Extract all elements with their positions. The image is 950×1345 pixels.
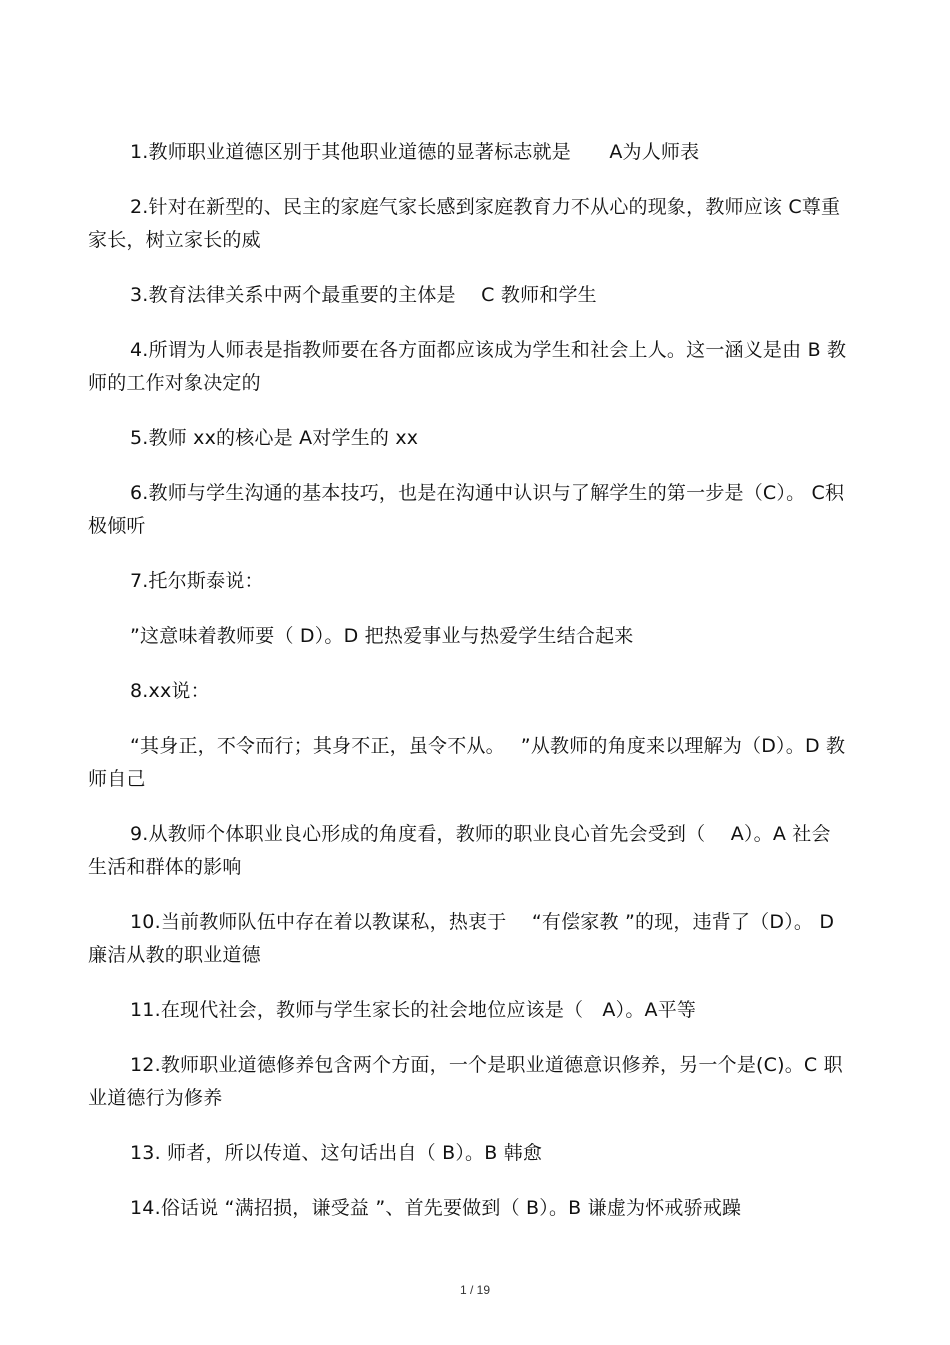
paragraph-13: 11.在现代社会，教师与学生家长的社会地位应该是（ A）。A平等 — [130, 999, 697, 1021]
paragraph-10: “其身正，不令而行；其身不正，虽令不从。 ”从教师的角度来以理解为（D）。D 教师自己 — [88, 735, 846, 790]
document-body — [88, 136, 848, 1247]
paragraph-2: 2.针对在新型的、民主的家庭气家长感到家庭教育力不从心的现象，教师应该 C尊重家长，树立家长的威 — [88, 196, 841, 251]
paragraph-7: 7.托尔斯泰说： — [130, 570, 264, 592]
paragraph-11: 9.从教师个体职业良心形成的角度看，教师的职业良心首先会受到（ A）。A 社会生活和群体的影响 — [88, 823, 831, 878]
paragraph-5: 5.教师 xx的核心是 A对学生的 xx — [130, 427, 419, 449]
paragraph-16: 14.俗话说 “满招损，谦受益 ”、首先要做到（ B）。B 谦虚为怀戒骄戒躁 — [130, 1197, 742, 1219]
paragraph-15: 13. 师者，所以传道、这句话出自（ B）。B 韩愈 — [130, 1142, 543, 1164]
paragraph-1: 1.教师职业道德区别于其他职业道德的显著标志就是 A为人师表 — [130, 141, 700, 163]
paragraph-3: 3.教育法律关系中两个最重要的主体是 C 教师和学生 — [130, 284, 597, 306]
paragraph-4: 4.所谓为人师表是指教师要在各方面都应该成为学生和社会上人。这一涵义是由 B 教师的工作对象决定的 — [88, 339, 847, 394]
paragraph-8: ”这意味着教师要（ D）。D 把热爱事业与热爱学生结合起来 — [130, 625, 634, 647]
paragraph-6: 6.教师与学生沟通的基本技巧，也是在沟通中认识与了解学生的第一步是（C）。 C积极倾听 — [88, 482, 845, 537]
page-indicator: 1 / 19 — [459, 1283, 491, 1297]
paragraph-12: 10.当前教师队伍中存在着以教谋私，热衷于 “有偿家教 ”的现，违背了（D）。 D廉洁从教的职业道德 — [88, 911, 835, 966]
paragraph-9: 8.xx说： — [130, 680, 210, 702]
paragraph-14: 12.教师职业道德修养包含两个方面，一个是职业道德意识修养，另一个是(C)。C 职业道德行为修养 — [88, 1054, 843, 1109]
